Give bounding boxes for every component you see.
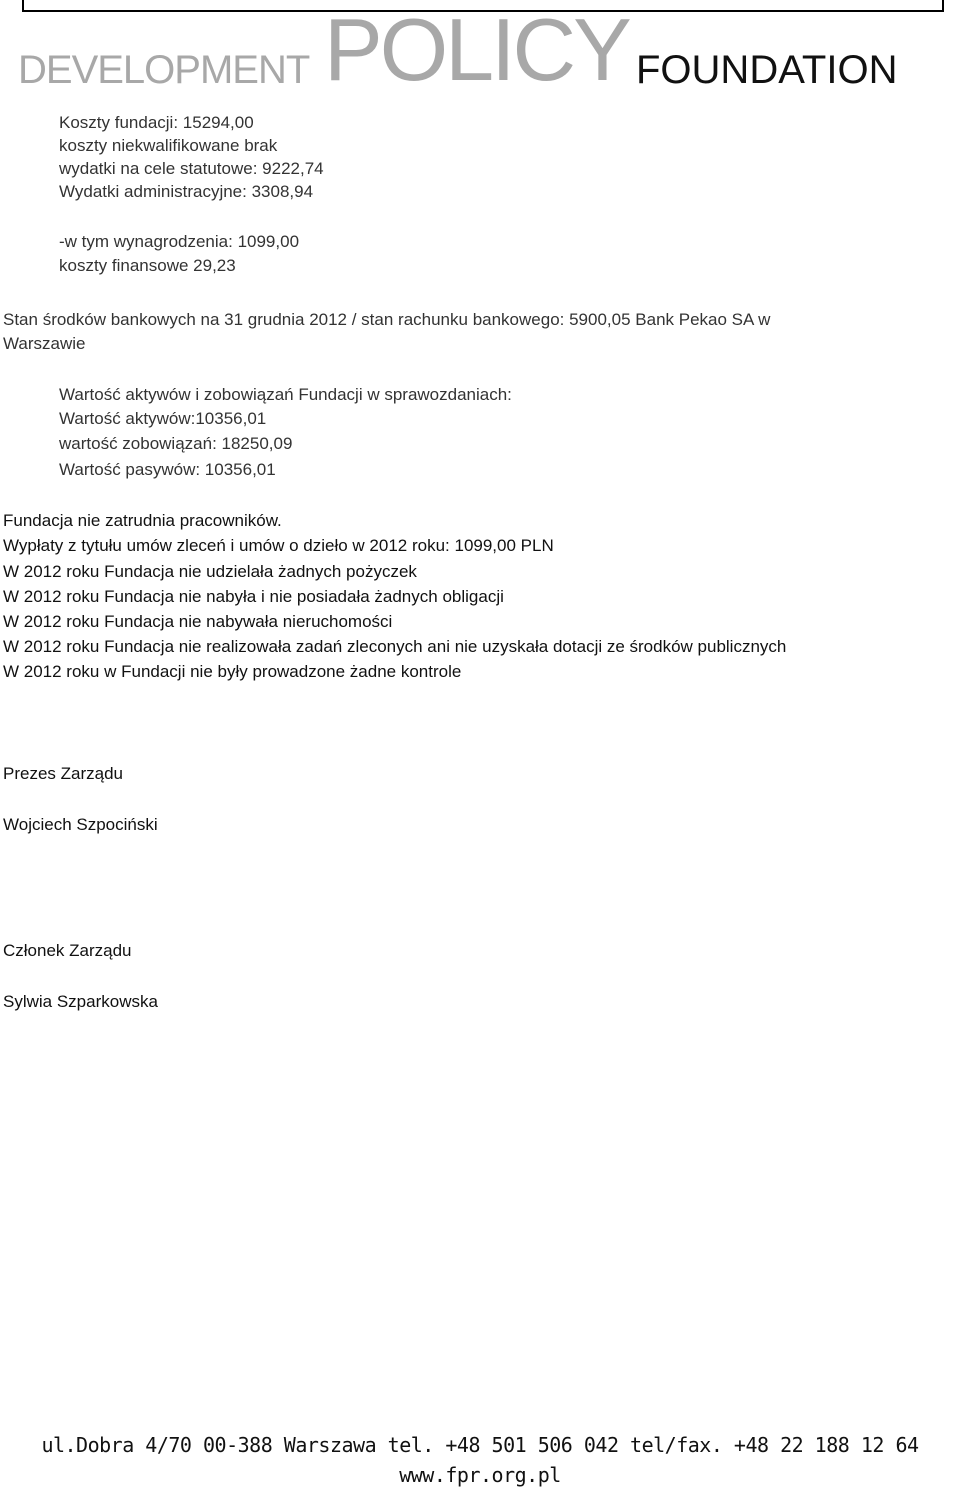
costs-financial: koszty finansowe 29,23	[59, 256, 236, 275]
liabilities-value: wartość zobowiązań: 18250,09	[59, 434, 293, 453]
president-name: Wojciech Szpociński	[3, 815, 158, 834]
statement-real-estate: W 2012 roku Fundacja nie nabywała nieruchomości	[3, 612, 393, 631]
statement-inspections: W 2012 roku w Fundacji nie były prowadzone żadne kontrole	[3, 662, 462, 681]
passives-value: Wartość pasywów: 10356,01	[59, 460, 276, 479]
statement-employees: Fundacja nie zatrudnia pracowników.	[3, 511, 282, 530]
costs-total: Koszty fundacji: 15294,00	[59, 113, 254, 132]
logo-right-tick	[942, 0, 944, 10]
footer-address: ul.Dobra 4/70 00-388 Warszawa tel. +48 501 506 042 tel/fax. +48 22 188 12 64	[41, 1433, 919, 1457]
logo-left-tick	[22, 0, 24, 10]
statement-loans: W 2012 roku Fundacja nie udzielała żadnych pożyczek	[3, 562, 417, 581]
logo-word-development: DEVELOPMENT	[18, 48, 310, 92]
costs-administrative: Wydatki administracyjne: 3308,94	[59, 182, 314, 201]
costs-salaries: -w tym wynagrodzenia: 1099,00	[59, 232, 300, 251]
member-title: Członek Zarządu	[3, 941, 132, 960]
bank-balance-line1: Stan środków bankowych na 31 grudnia 2012 / stan rachunku bankowego: 5900,05 Bank Pekao SA w	[3, 310, 771, 329]
logo-word-policy: POLICY	[324, 0, 629, 99]
president-title: Prezes Zarządu	[3, 764, 123, 783]
costs-statutory: wydatki na cele statutowe: 9222,74	[59, 159, 324, 178]
logo-word-foundation: FOUNDATION	[636, 48, 898, 92]
footer-website: www.fpr.org.pl	[399, 1463, 561, 1487]
statement-bonds: W 2012 roku Fundacja nie nabyła i nie posiadała żadnych obligacji	[3, 587, 504, 606]
member-name: Sylwia Szparkowska	[3, 992, 158, 1011]
statement-public-funds: W 2012 roku Fundacja nie realizowała zadań zleconych ani nie uzyskała dotacji ze środków publicznych	[3, 637, 787, 656]
assets-value: Wartość aktywów:10356,01	[59, 409, 267, 428]
costs-ineligible: koszty niekwalifikowane brak	[59, 136, 278, 155]
statement-contract-payments: Wypłaty z tytułu umów zleceń i umów o dzieło w 2012 roku: 1099,00 PLN	[3, 536, 554, 555]
foundation-logo	[0, 0, 960, 100]
assets-heading: Wartość aktywów i zobowiązań Fundacji w sprawozdaniach:	[59, 385, 512, 404]
bank-balance-line2: Warszawie	[3, 334, 86, 353]
